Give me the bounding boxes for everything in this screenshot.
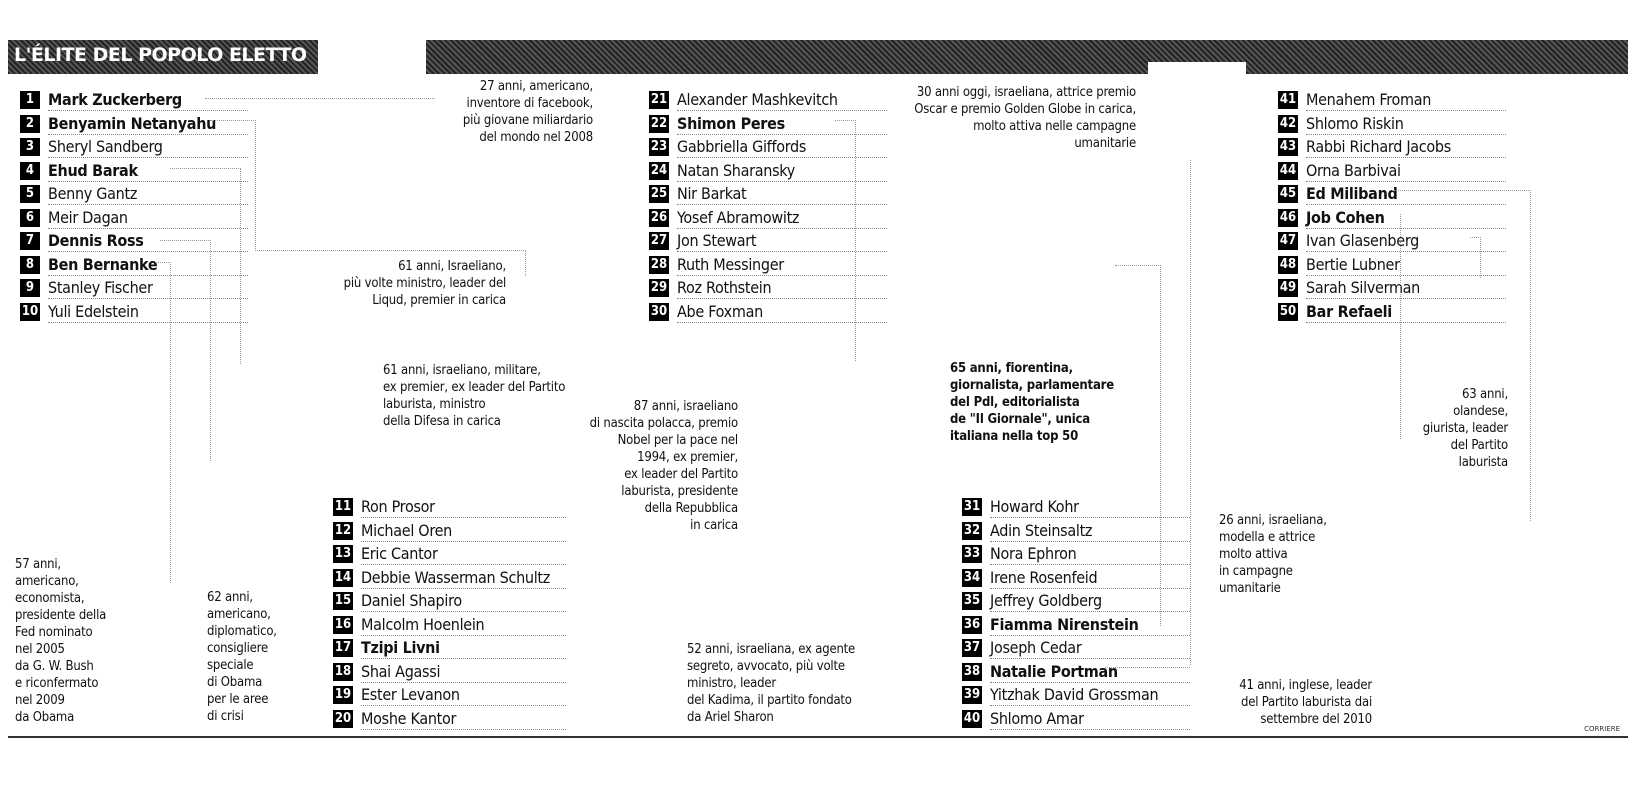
rank-name: Jon Stewart [677,231,757,250]
dotted-rule [361,611,566,612]
rank-name: Daniel Shapiro [361,591,462,610]
connector [835,120,856,361]
rank-name: Mark Zuckerberg [48,90,182,109]
dotted-rule [1306,181,1506,182]
rank-number: 47 [1279,233,1297,248]
rank-name: Ehud Barak [48,160,138,180]
rank-number: 21 [650,92,668,107]
rank-name: Tzipi Livni [361,638,440,657]
rank-name: Ivan Glasenberg [1306,231,1420,250]
rank-name: Howard Kohr [990,497,1079,516]
rank-number: 46 [1279,209,1297,225]
rank-number: 38 [963,663,981,679]
rank-number: 16 [334,616,352,632]
dotted-rule [990,658,1190,659]
dotted-rule [990,635,1190,636]
dotted-rule [1306,110,1506,111]
rank-number: 31 [963,499,981,514]
rank-name: Ester Levanon [361,685,460,704]
rank-number: 49 [1279,280,1297,295]
dotted-rule [361,705,566,706]
note-netanyahu: 61 anni, Israeliano, più volte ministro, leader del Liqud, premier in carica [343,259,506,308]
rank-name: Stanley Fischer [48,278,153,297]
rank-name: Bar Refaeli [1306,301,1392,321]
rank-number: 35 [963,593,981,608]
dotted-rule [361,635,566,636]
rank-number: 5 [20,185,40,203]
rank-name: Shimon Peres [677,113,785,133]
dotted-rule [990,729,1190,730]
dotted-rule [361,658,566,659]
page-title: L'ÉLITE DEL POPOLO ELETTO [14,44,307,66]
rank-number: 24 [650,162,668,178]
rank-name: Roz Rothstein [677,278,772,297]
rank-name: Jeffrey Goldberg [990,591,1102,610]
dotted-rule [990,705,1190,706]
rank-name: Malcolm Hoenlein [361,614,485,634]
rank-name: Orna Barbivai [1306,160,1401,180]
rank-number: 36 [963,616,981,632]
rank-number: 28 [650,256,668,272]
connector [1400,214,1401,439]
rank-name: Moshe Kantor [361,708,457,728]
rank-name: Fiamma Nirenstein [990,614,1139,634]
rank-number: 25 [650,186,668,201]
note-portman: 30 anni oggi, israeliana, attrice premio Oscar e premio Golden Globe in carica, molto attiva nelle campagne umanitarie [914,85,1136,151]
rank-number: 32 [963,522,981,538]
rank-name: Meir Dagan [48,207,128,227]
rank-name: Adin Steinsaltz [990,520,1093,540]
rank-name: Dennis Ross [48,231,144,250]
rank-name: Ron Prosor [361,497,435,516]
rank-number: 1 [20,91,40,109]
rank-number: 4 [20,162,40,180]
rank-number: 14 [334,569,352,585]
rank-name: Benyamin Netanyahu [48,113,217,133]
connector [1390,190,1531,521]
rank-number: 48 [1279,256,1297,272]
rank-name: Natalie Portman [990,661,1118,681]
dotted-rule [990,682,1190,683]
rank-number: 18 [334,663,352,679]
rank-name: Debbie Wasserman Schultz [361,567,551,587]
rank-number: 29 [650,280,668,295]
connector [1115,265,1161,626]
dotted-rule [1306,134,1506,135]
dotted-rule [1306,157,1506,158]
dotted-rule [361,517,566,518]
rank-number: 8 [20,256,40,274]
rank-name: Michael Oren [361,520,452,540]
photo-cutout [318,40,426,74]
connector [1470,237,1481,278]
rank-number: 6 [20,209,40,227]
rank-number: 45 [1279,186,1297,201]
rank-number: 11 [334,499,352,514]
rank-name: Nora Ephron [990,544,1077,563]
rank-number: 22 [650,115,668,131]
dotted-rule [48,110,248,111]
rank-number: 41 [1279,92,1297,107]
rank-name: Abe Foxman [677,301,763,321]
connector [1105,667,1190,668]
note-ross: 62 anni, americano, diplomatico, consigliere speciale di Obama per le aree di crisi [207,590,277,724]
dotted-rule [361,588,566,589]
rank-number: 23 [650,139,668,154]
rank-number: 30 [650,303,668,319]
dotted-rule [361,729,566,730]
rank-number: 42 [1279,115,1297,131]
connector [205,98,435,99]
note-nirenstein: 65 anni, fiorentina, giornalista, parlamentare del Pdl, editorialista de "Il Giornale", unica italiana nella top 50 [950,361,1114,444]
rank-name: Gabbriella Giffords [677,137,807,156]
rank-name: Yuli Edelstein [48,301,139,321]
dotted-rule [361,541,566,542]
note-peres: 87 anni, israeliano di nascita polacca, premio Nobel per la pace nel 1994, ex premier, ex leader del Partito laburista, presidente della Repubblica in carica [589,399,738,533]
rank-number: 15 [334,593,352,608]
rank-name: Bertie Lubner [1306,254,1400,274]
credit: CORRIERE [1584,725,1620,733]
rank-name: Ed Miliband [1306,184,1398,203]
connector [1190,160,1191,665]
rank-name: Shlomo Riskin [1306,113,1404,133]
rank-number: 13 [334,546,352,561]
rank-number: 39 [963,687,981,702]
rank-number: 9 [20,279,40,297]
rank-name: Rabbi Richard Jacobs [1306,137,1451,156]
rank-name: Sarah Silverman [1306,278,1421,297]
rank-name: Natan Sharansky [677,160,795,180]
note-miliband: 41 anni, inglese, leader del Partito laburista dai settembre del 2010 [1239,678,1372,727]
note-refaeli: 26 anni, israeliana, modella e attrice molto attiva in campagne umanitarie [1219,513,1327,596]
rank-name: Irene Rosenfeid [990,567,1098,587]
rank-name: Benny Gantz [48,184,138,203]
note-cohen: 63 anni, olandese, giurista, leader del Partito laburista [1422,387,1508,470]
rank-number: 37 [963,640,981,655]
rank-name: Shai Agassi [361,661,441,681]
rank-number: 7 [20,232,40,250]
rank-name: Nir Barkat [677,184,747,203]
rank-name: Ruth Messinger [677,254,784,274]
rank-name: Ben Bernanke [48,254,158,274]
rank-number: 44 [1279,162,1297,178]
rank-number: 2 [20,115,40,133]
rank-name: Yosef Abramowitz [677,207,800,227]
rank-name: Joseph Cedar [990,638,1082,657]
rank-number: 43 [1279,139,1297,154]
rank-number: 40 [963,710,981,726]
note-bernanke: 57 anni, americano, economista, presidente della Fed nominato nel 2005 da G. W. Bush e riconfermato nel 2009 da Obama [15,557,107,725]
note-livni: 52 anni, israeliana, ex agente segreto, avvocato, più volte ministro, leader del Kadima, il partito fondato da Ariel Sharon [687,642,856,725]
note-barak: 61 anni, israeliano, militare, ex premier, ex leader del Partito laburista, ministro della Difesa in carica [383,363,566,429]
rank-name: Job Cohen [1306,207,1385,227]
photo-cutout [1148,62,1246,76]
rank-number: 3 [20,138,40,156]
rank-number: 26 [650,209,668,225]
rank-number: 12 [334,522,352,538]
rank-number: 10 [21,303,39,319]
rank-name: Sheryl Sandberg [48,137,163,156]
dotted-rule [677,110,887,111]
rank-number: 27 [650,233,668,248]
rank-number: 33 [963,546,981,561]
note-zuckerberg: 27 anni, americano, inventore di facebook, più giovane miliardario del mondo nel 2008 [462,79,593,145]
rank-number: 34 [963,569,981,585]
rank-number: 50 [1279,303,1297,319]
rank-name: Eric Cantor [361,544,438,563]
rank-name: Yitzhak David Grossman [990,685,1159,704]
rank-number: 20 [334,710,352,726]
bottom-rule [8,736,1628,738]
rank-name: Alexander Mashkevitch [677,90,838,109]
dotted-rule [361,682,566,683]
rank-number: 19 [334,687,352,702]
rank-name: Shlomo Amar [990,708,1084,728]
rank-name: Menahem Froman [1306,90,1432,109]
dotted-rule [361,564,566,565]
rank-number: 17 [334,640,352,655]
connector [155,262,171,583]
